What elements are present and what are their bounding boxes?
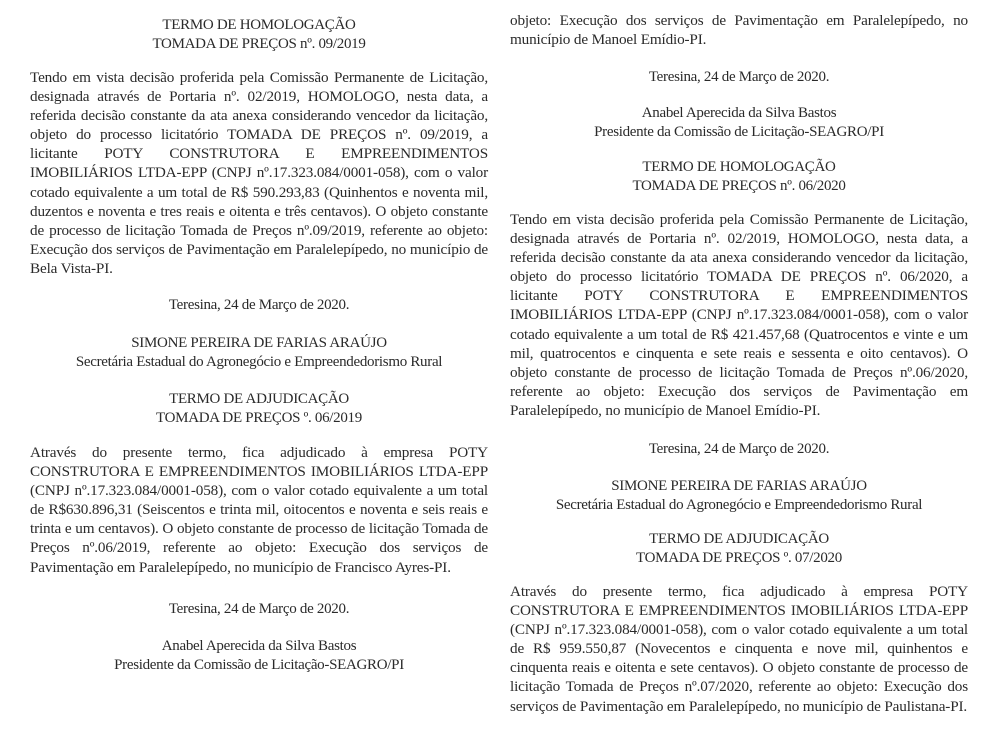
date-line: Teresina, 24 de Março de 2020. xyxy=(648,441,830,457)
section-title: TERMO DE HOMOLOGAÇÃO xyxy=(642,159,836,175)
signer-name: Anabel Aperecida da Silva Bastos xyxy=(641,105,837,121)
homologacao-0620-heading xyxy=(510,158,968,196)
date-line: Teresina, 24 de Março de 2020. xyxy=(168,297,350,313)
signature-block xyxy=(510,477,968,515)
signature-block xyxy=(30,334,488,372)
adjudicacao-0619-body xyxy=(30,443,488,577)
signer-name: SIMONE PEREIRA DE FARIAS ARAÚJO xyxy=(611,478,867,494)
signer-role: Secretária Estadual do Agronegócio e Empreendedorismo Rural xyxy=(555,497,923,513)
date-line: Teresina, 24 de Março de 2020. xyxy=(168,601,350,617)
section-title: TERMO DE ADJUDICAÇÃO xyxy=(169,391,349,407)
adjudicacao-0720-heading xyxy=(510,530,968,568)
signature-block xyxy=(30,637,488,675)
paragraph: Através do presente termo, fica adjudicado à empresa POTY CONSTRUTORA E EMPREENDIMENTOS IMOBILIÁRIOS LTDA-EPP (CNPJ nº.17.323.084/0001-058), com o valor cotado equivalente a um total de R$630.896,31 (Seiscentos e trinta mil, oitocentos e noventa e seis reais e trinta e um centavos). O objeto constante de processo de licitação Tomada de Preços nº.06/2019, referente ao objeto: Execução dos serviços de Pavimentação em Paralelepípedo, no município de Francisco Ayres-PI. xyxy=(30,444,488,576)
homologacao-0919-body xyxy=(30,68,488,278)
homologacao-0919-heading xyxy=(30,16,488,54)
date-line: Teresina, 24 de Março de 2020. xyxy=(648,69,830,85)
signer-role: Presidente da Comissão de Licitação-SEAGRO/PI xyxy=(594,124,884,140)
section-subtitle: TOMADA DE PREÇOS º. 06/2019 xyxy=(156,410,362,426)
section-subtitle: TOMADA DE PREÇOS nº. 06/2020 xyxy=(632,178,846,194)
paragraph: Tendo em vista decisão proferida pela Comissão Permanente de Licitação, designada através de Portaria nº. 02/2019, HOMOLOGO, nesta data, a referida decisão constante da ata anexa considerando vencedor da licitação, objeto do processo licitatório TOMADA DE PREÇOS nº. 06/2020, a licitante POTY CONSTRUTORA E EMPREENDIMENTOS IMOBILIÁRIOS LTDA-EPP (CNPJ nº.17.323.084/0001-058), com o valor cotado equivalente a um total de R$ 421.457,68 (Quatrocentos e vinte e um mil, quatrocentos e cinquenta e sete reais e sessenta e oito centavos). O objeto constante de processo de licitação Tomada de Preços nº.06/2020, referente ao objeto: Execução dos serviços de Pavimentação em Paralelepípedo, no município de Manoel Emídio-PI. xyxy=(510,211,968,419)
section-title: TERMO DE ADJUDICAÇÃO xyxy=(649,531,829,547)
homologacao-0620-body xyxy=(510,210,968,420)
paragraph: Através do presente termo, fica adjudicado à empresa POTY CONSTRUTORA E EMPREENDIMENTOS IMOBILIÁRIOS LTDA-EPP (CNPJ nº.17.323.084/0001-058), com o valor cotado equivalente a um total de R$ 959.550,87 (Novecentos e cinquenta e nove mil, quinhentos e cinquenta reais e oitenta e sete centavos). O objeto constante de processo de licitação Tomada de Preços nº.07/2020, referente ao objeto: Execução dos serviços de Pavimentação em Paralelepípedo, no município de Paulistana-PI. xyxy=(510,583,968,715)
signature-block xyxy=(510,104,968,142)
adjudicacao-0720-body xyxy=(510,582,968,716)
signer-role: Secretária Estadual do Agronegócio e Empreendedorismo Rural xyxy=(75,354,443,370)
paragraph: objeto: Execução dos serviços de Pavimentação em Paralelepípedo, no município de Manoel Emídio-PI. xyxy=(510,12,968,49)
section-subtitle: TOMADA DE PREÇOS º. 07/2020 xyxy=(636,550,842,566)
continuation-body xyxy=(510,11,968,49)
signer-name: Anabel Aperecida da Silva Bastos xyxy=(161,638,357,654)
signer-role: Presidente da Comissão de Licitação-SEAGRO/PI xyxy=(114,657,404,673)
paragraph: Tendo em vista decisão proferida pela Comissão Permanente de Licitação, designada através de Portaria nº. 02/2019, HOMOLOGO, nesta data, a referida decisão constante da ata anexa considerando vencedor da licitação, objeto do processo licitatório TOMADA DE PREÇOS nº. 09/2019, a licitante POTY CONSTRUTORA E EMPREENDIMENTOS IMOBILIÁRIOS LTDA-EPP (CNPJ nº.17.323.084/0001-058), com o valor cotado equivalente a um total de R$ 590.293,83 (Quinhentos e noventa mil, duzentos e noventa e tres reais e oitenta e três centavos). O objeto constante de processo de licitação Tomada de Preços nº.09/2019, referente ao objeto: Execução dos serviços de Pavimentação em Paralelepípedo, no município de Bela Vista-PI. xyxy=(30,69,488,277)
signer-name: SIMONE PEREIRA DE FARIAS ARAÚJO xyxy=(131,335,387,351)
adjudicacao-0619-heading xyxy=(30,390,488,428)
section-title: TERMO DE HOMOLOGAÇÃO xyxy=(162,17,356,33)
section-subtitle: TOMADA DE PREÇOS nº. 09/2019 xyxy=(152,36,366,52)
